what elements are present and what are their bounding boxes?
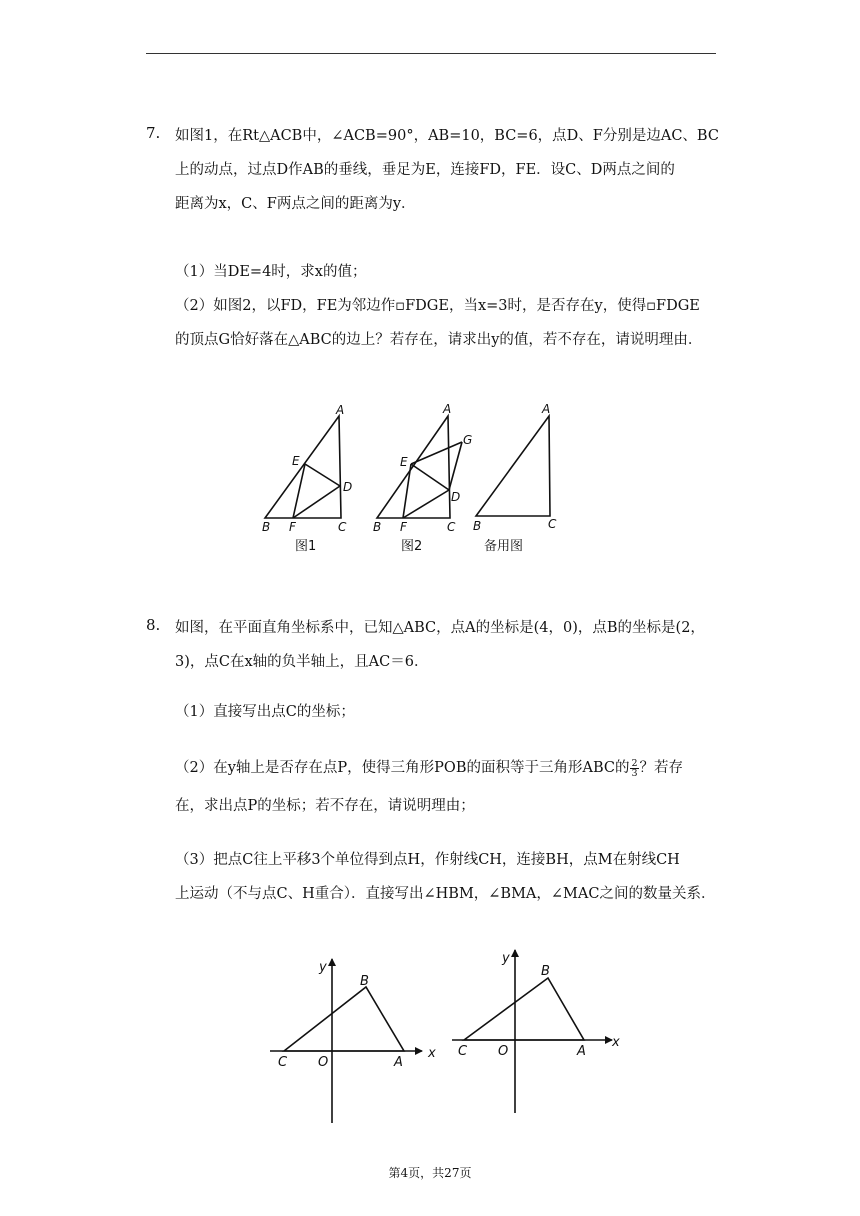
fig2-label-B: B <box>373 520 382 534</box>
fraction-two-thirds <box>630 759 638 778</box>
fig1-label-A: A <box>336 403 345 417</box>
q8-fig2-label-C: C <box>458 1044 468 1059</box>
q7-figures <box>255 398 595 558</box>
fig3-caption: 备用图 <box>484 539 524 554</box>
q8-fig2-label-O: O <box>498 1044 509 1059</box>
q8-fig2-label-y: y <box>502 951 510 966</box>
fig2-label-D: D <box>451 490 461 504</box>
q7-subquestion-2-line-2: 的顶点G恰好落在△ABC的边上？若存在，请求出y的值，若不存在，请说明理由． <box>175 332 703 348</box>
fraction-numerator: 2 <box>631 757 638 769</box>
q8-subquestion-3-line-2: 上运动（不与点C、H重合）．直接写出∠HBM，∠BMA，∠MAC之间的数量关系． <box>175 886 716 902</box>
q8-fig1-label-A: A <box>394 1055 403 1070</box>
fig1-label-E: E <box>292 454 300 468</box>
fig2-label-G: G <box>463 433 473 447</box>
q8-subquestion-1: （1）直接写出点C的坐标； <box>175 704 355 720</box>
q8-fig1-label-y: y <box>319 960 327 975</box>
fig1-label-C: C <box>338 520 347 534</box>
fig3-label-A: A <box>542 402 551 416</box>
fig2-caption: 图2 <box>401 539 423 554</box>
fraction-denominator: 3 <box>631 767 638 779</box>
q8-fig2-label-x: x <box>612 1035 620 1050</box>
fig2-label-C: C <box>447 520 456 534</box>
q8-text-line-2: 3)，点C在x轴的负半轴上，且AC＝6． <box>175 654 429 670</box>
fig3-label-C: C <box>548 517 557 531</box>
fig1-label-D: D <box>343 480 353 494</box>
q8-fig2-label-A: A <box>577 1044 586 1059</box>
q8-sub2-text-before: （2）在y轴上是否存在点P，使得三角形POB的面积等于三角形ABC的 <box>175 760 630 776</box>
fig1-label-F: F <box>289 520 296 534</box>
q7-subquestion-1: （1）当DE=4时，求x的值； <box>175 264 367 280</box>
question-7-number: 7. <box>146 124 161 142</box>
q7-text-line-3: 距离为x，C、F两点之间的距离为y． <box>175 196 416 212</box>
q8-fig1-label-x: x <box>428 1046 436 1061</box>
q8-figures <box>262 945 632 1125</box>
q8-fig1-label-C: C <box>278 1055 288 1070</box>
question-8-number: 8. <box>146 616 161 634</box>
fig2-label-A: A <box>443 402 452 416</box>
fig1-caption: 图1 <box>295 539 317 554</box>
q8-subquestion-2-line-2: 在，求出点P的坐标；若不存在，请说明理由； <box>175 798 475 814</box>
fig3-label-B: B <box>473 519 482 533</box>
q8-fig2-label-B: B <box>541 964 550 979</box>
q8-fig1-label-B: B <box>360 974 369 989</box>
header-rule <box>146 53 716 54</box>
fig2-label-E: E <box>400 455 408 469</box>
q8-subquestion-2-line-1 <box>175 756 683 778</box>
fig1-label-B: B <box>262 520 271 534</box>
q8-text-line-1: 如图，在平面直角坐标系中，已知△ABC，点A的坐标是(4，0)，点B的坐标是(2， <box>175 620 705 636</box>
page-footer: 第4页，共27页 <box>388 1166 472 1180</box>
q7-text-line-1: 如图1，在Rt△ACB中，∠ACB=90°，AB=10，BC=6，点D、F分别是边AC、BC <box>175 128 719 144</box>
q7-subquestion-2-line-1: （2）如图2，以FD，FE为邻边作▫FDGE，当x=3时，是否存在y，使得▫FDGE <box>175 298 700 314</box>
fig2-label-F: F <box>400 520 407 534</box>
q8-fig1-label-O: O <box>318 1055 329 1070</box>
q8-sub2-text-after: ？若存 <box>639 760 684 776</box>
q8-subquestion-3-line-1: （3）把点C往上平移3个单位得到点H，作射线CH，连接BH，点M在射线CH <box>175 852 680 868</box>
q7-text-line-2: 上的动点，过点D作AB的垂线，垂足为E，连接FD，FE．设C、D两点之间的 <box>175 162 675 178</box>
